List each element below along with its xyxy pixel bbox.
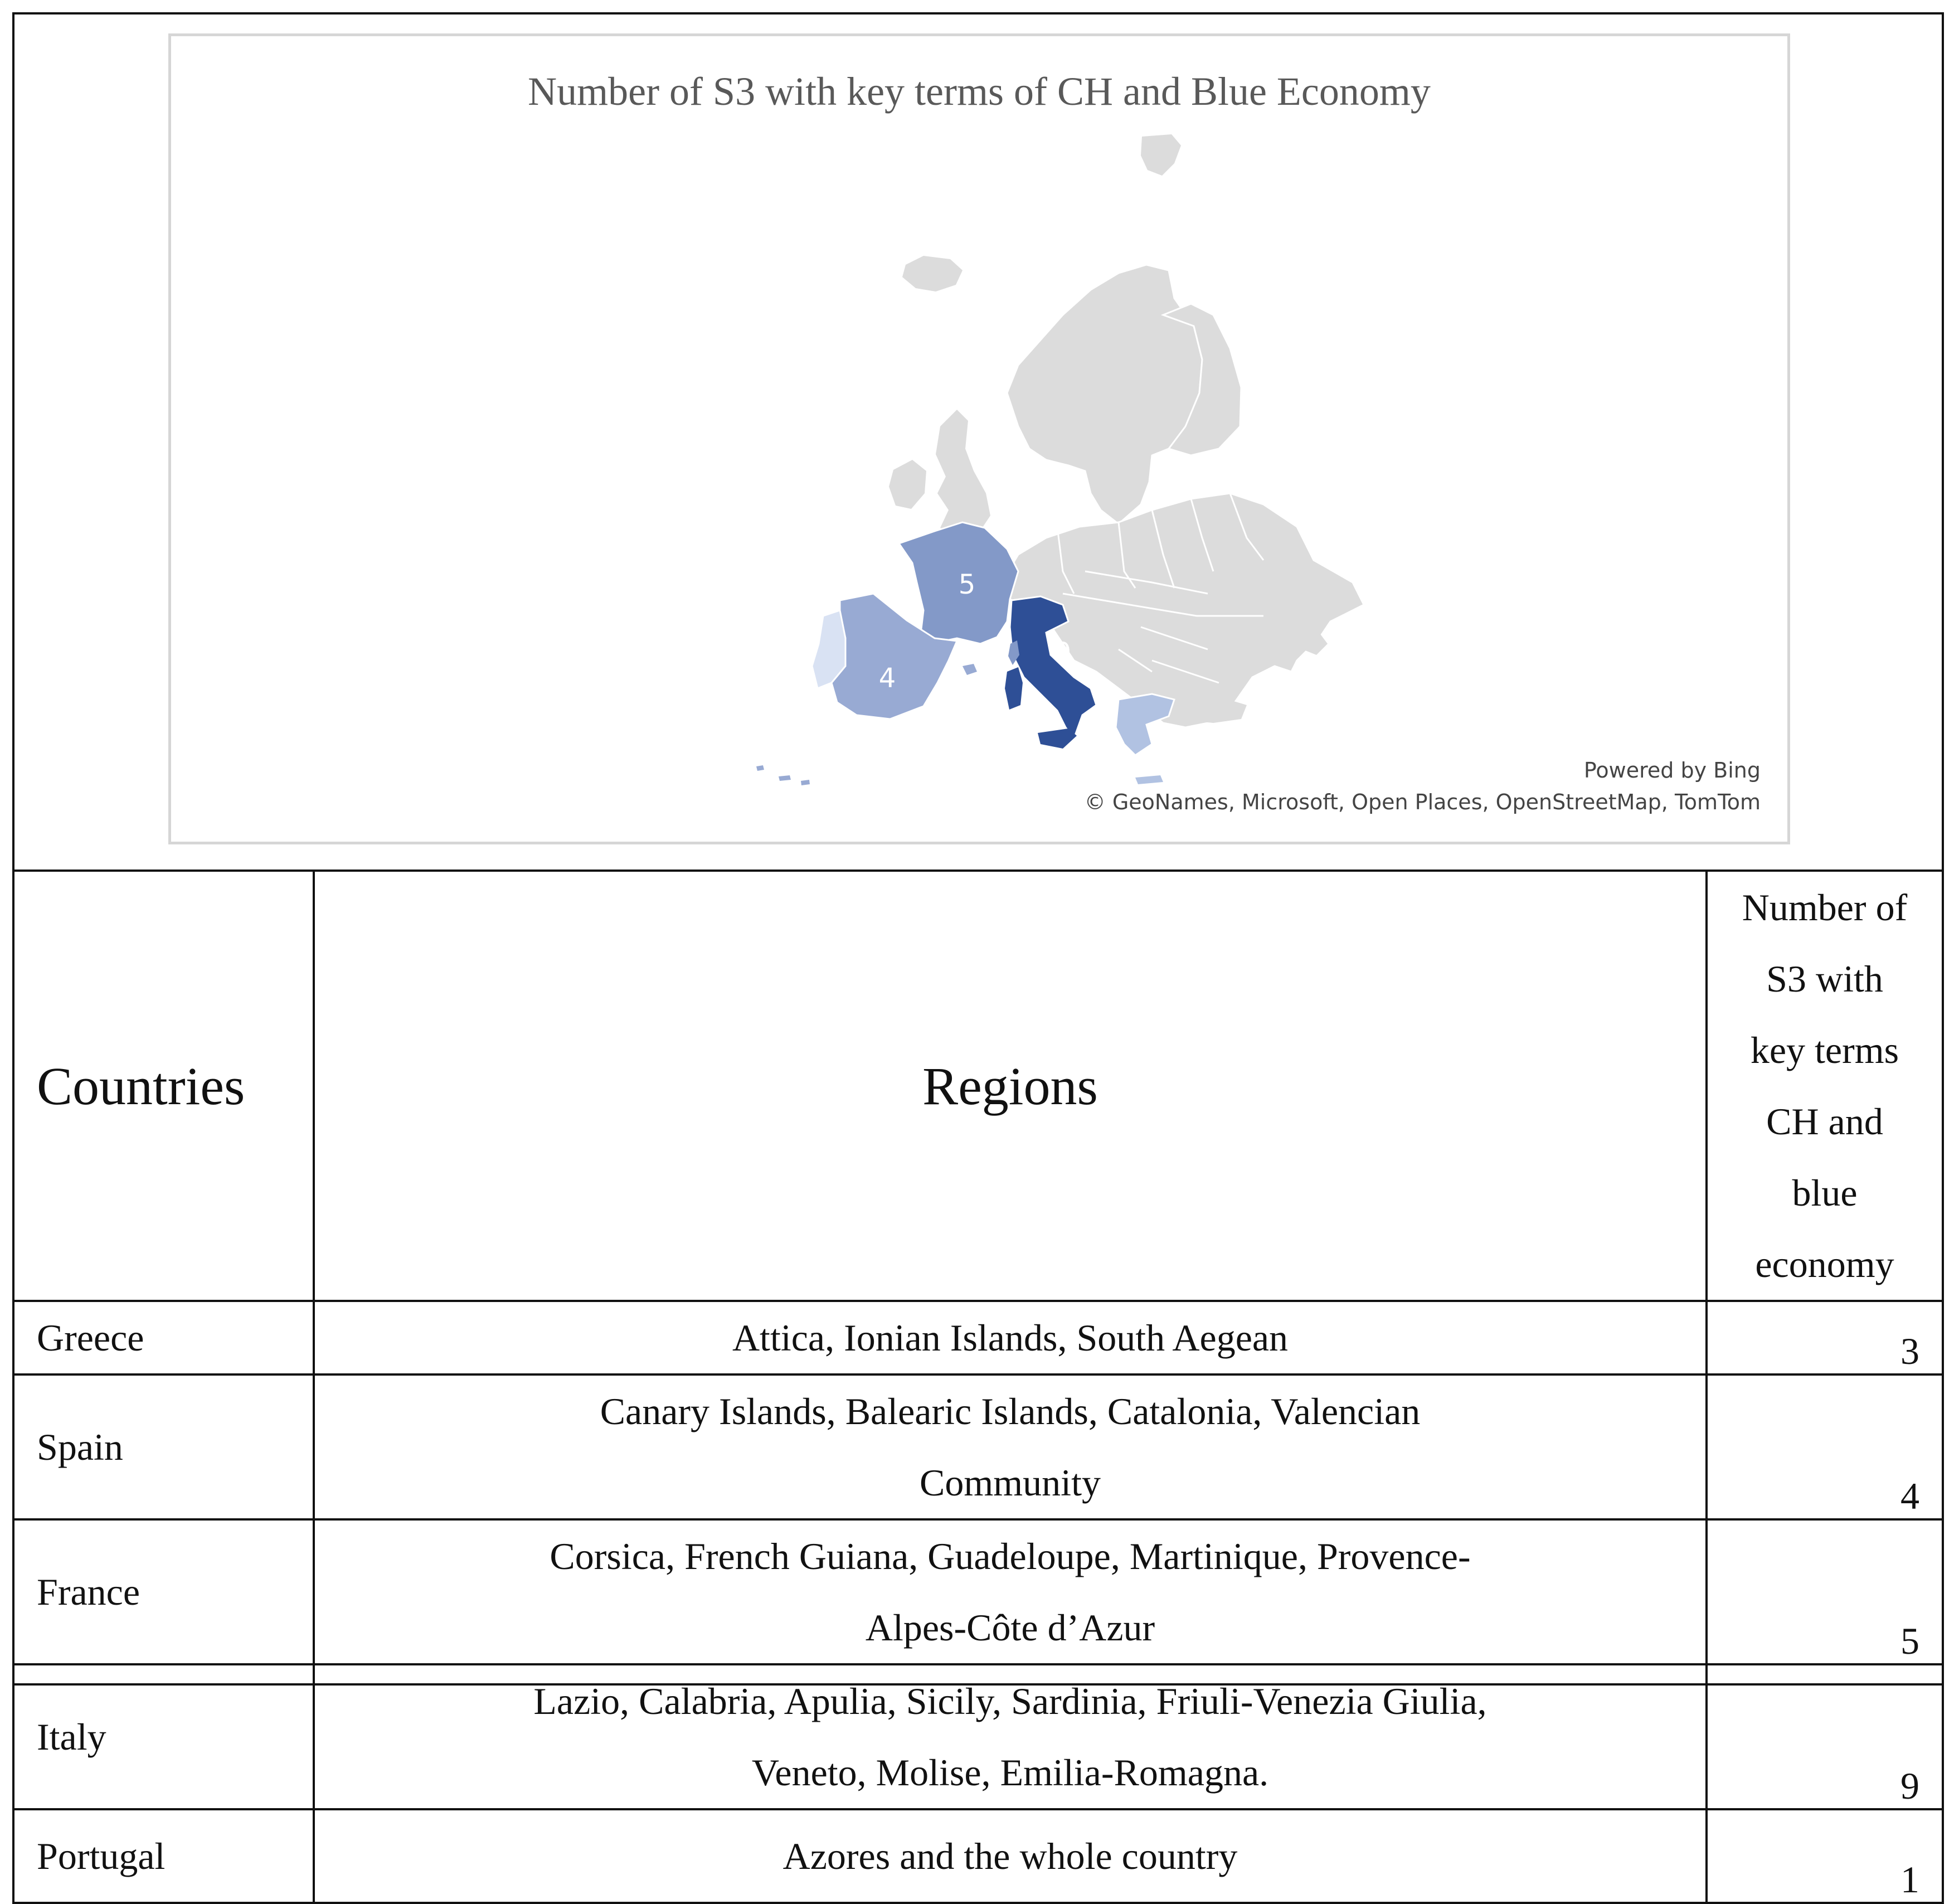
svalbard-shape: [1141, 134, 1181, 176]
great-britain-shape: [936, 410, 990, 537]
sicily-shape: [1038, 728, 1077, 749]
regions-line: Veneto, Molise, Emilia-Romagna.: [751, 1751, 1269, 1794]
regions-cell: [314, 1519, 1707, 1664]
spain-value-label: 4: [878, 663, 896, 694]
count-cell: 3: [1707, 1301, 1943, 1374]
regions-cell: [314, 1664, 1707, 1809]
table-row: [13, 1664, 1943, 1809]
europe-map: [171, 36, 1787, 842]
greece-shape: [1116, 694, 1174, 755]
header-regions: Regions: [314, 871, 1707, 1301]
header-count-line1: Number of S3 with: [1742, 886, 1908, 1000]
map-panel: [168, 33, 1790, 844]
country-cell: France: [13, 1519, 314, 1664]
regions-line: Azores and the whole country: [782, 1835, 1238, 1877]
count-cell: 5: [1707, 1519, 1943, 1664]
header-count: [1707, 871, 1943, 1301]
regions-line: Lazio, Calabria, Apulia, Sicily, Sardinia, Friuli-Venezia Giulia,: [533, 1680, 1487, 1722]
ireland-shape: [889, 460, 926, 509]
iceland-shape: [902, 256, 963, 292]
scandinavia-shape: [1007, 265, 1202, 524]
italy-value-label: 9: [1054, 637, 1072, 668]
sardinia-shape: [1005, 667, 1023, 710]
regions-line: Alpes-Côte d’Azur: [865, 1606, 1155, 1649]
count-cell: 9: [1707, 1664, 1943, 1809]
regions-line: Corsica, French Guiana, Guadeloupe, Martinique, Provence-: [550, 1535, 1471, 1577]
table-row: [13, 1519, 1943, 1664]
country-cell: Portugal: [13, 1809, 314, 1903]
count-cell: 1: [1707, 1809, 1943, 1903]
header-count-line3: blue economy: [1755, 1172, 1894, 1285]
country-cell: Spain: [13, 1374, 314, 1519]
powered-by-bing: Powered by Bing: [1583, 758, 1761, 783]
atlantic-islands-shape: [756, 765, 810, 785]
regions-line: Attica, Ionian Islands, South Aegean: [732, 1317, 1289, 1359]
regions-line: Community: [920, 1461, 1101, 1504]
table-row: [13, 1374, 1943, 1519]
crete-shape: [1135, 775, 1163, 784]
table-row: [13, 1809, 1943, 1903]
regions-cell: [314, 1374, 1707, 1519]
regions-line: Canary Islands, Balearic Islands, Catalonia, Valencian: [600, 1390, 1421, 1432]
country-cell: Italy: [13, 1664, 314, 1809]
regions-cell: [314, 1809, 1707, 1903]
country-cell: Greece: [13, 1301, 314, 1374]
france-value-label: 5: [958, 569, 976, 600]
table-row: [13, 1301, 1943, 1374]
balearic-islands-shape: [963, 664, 977, 675]
regions-table: [12, 870, 1944, 1904]
header-countries: Countries: [13, 871, 314, 1301]
header-count-line2: key terms CH and: [1750, 1029, 1899, 1143]
table-header-row: [13, 871, 1943, 1301]
map-title: Number of S3 with key terms of CH and Blue Economy: [528, 69, 1431, 114]
regions-cell: [314, 1301, 1707, 1374]
map-sources: © GeoNames, Microsoft, Open Places, OpenStreetMap, TomTom: [1084, 790, 1761, 814]
count-cell: 4: [1707, 1374, 1943, 1519]
